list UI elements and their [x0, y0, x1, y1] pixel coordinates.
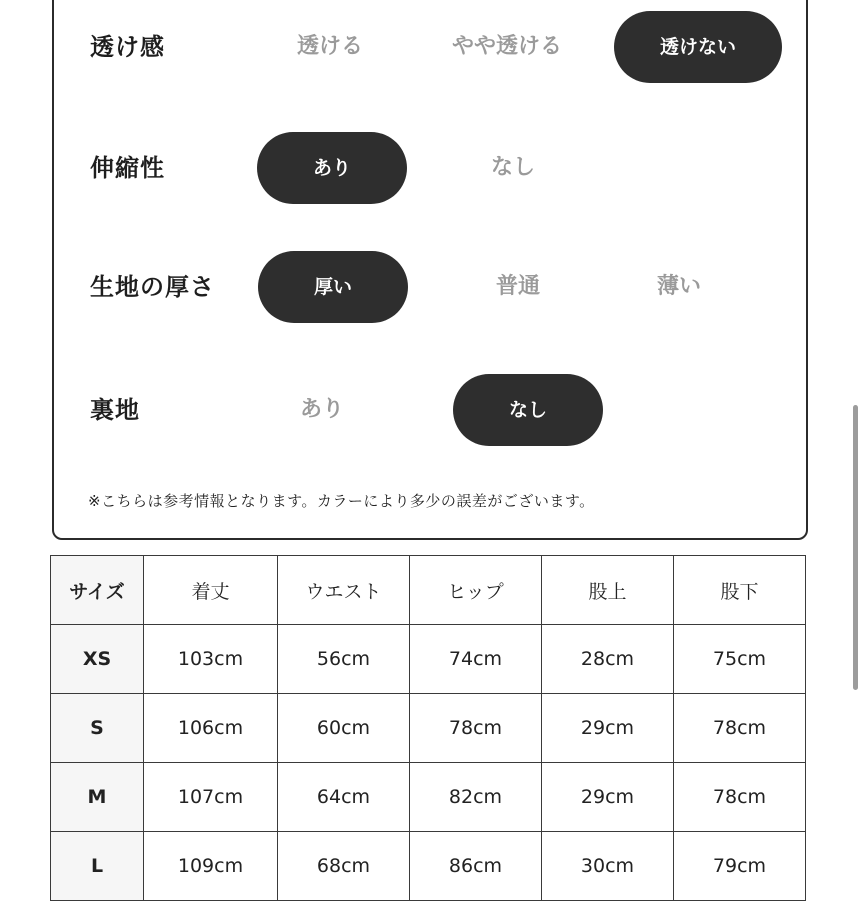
size-cell: S: [51, 694, 144, 763]
table-cell: 106cm: [144, 694, 278, 763]
table-cell: 29cm: [542, 763, 674, 832]
table-cell: 86cm: [410, 832, 542, 901]
table-cell: 75cm: [674, 625, 806, 694]
header-rise: 股上: [542, 556, 674, 625]
table-cell: 28cm: [542, 625, 674, 694]
header-waist: ウエスト: [278, 556, 410, 625]
table-cell: 60cm: [278, 694, 410, 763]
size-cell: M: [51, 763, 144, 832]
header-inseam: 股下: [674, 556, 806, 625]
option-normal: 普通: [495, 274, 540, 299]
property-label: 生地の厚さ: [90, 273, 215, 301]
option-stretch-no: なし: [490, 155, 535, 180]
table-cell: 79cm: [674, 832, 806, 901]
table-cell: 107cm: [144, 763, 278, 832]
table-cell: 30cm: [542, 832, 674, 901]
option-stretch-yes-selected: あり: [257, 132, 407, 204]
header-hip: ヒップ: [410, 556, 542, 625]
option-lining-yes: あり: [299, 397, 344, 422]
option-lining-no-selected: なし: [453, 374, 603, 446]
property-row-thickness: [0, 250, 864, 324]
size-cell: XS: [51, 625, 144, 694]
table-cell: 103cm: [144, 625, 278, 694]
property-row-stretch: [0, 131, 864, 205]
size-table: [50, 555, 806, 901]
table-cell: 78cm: [410, 694, 542, 763]
table-row: [51, 832, 806, 901]
option-thick-selected: 厚い: [258, 251, 408, 323]
scrollbar[interactable]: [853, 405, 858, 690]
table-cell: 68cm: [278, 832, 410, 901]
property-row-lining: [0, 373, 864, 447]
option-transparent: 透ける: [296, 34, 363, 59]
table-cell: 78cm: [674, 694, 806, 763]
table-cell: 109cm: [144, 832, 278, 901]
table-cell: 74cm: [410, 625, 542, 694]
table-cell: 82cm: [410, 763, 542, 832]
table-row: [51, 625, 806, 694]
table-cell: 56cm: [278, 625, 410, 694]
table-cell: 64cm: [278, 763, 410, 832]
option-slightly-transparent: やや透ける: [451, 34, 562, 59]
property-row-transparency: [0, 10, 864, 84]
table-row: [51, 763, 806, 832]
table-row: [51, 694, 806, 763]
header-length: 着丈: [144, 556, 278, 625]
option-thin: 薄い: [656, 274, 701, 299]
disclaimer-note: ※こちらは参考情報となります。カラーにより多少の誤差がございます。: [88, 492, 595, 510]
property-label: 伸縮性: [90, 154, 165, 182]
property-label: 裏地: [90, 396, 140, 424]
header-size: サイズ: [51, 556, 144, 625]
table-cell: 78cm: [674, 763, 806, 832]
property-label: 透け感: [90, 33, 165, 61]
size-cell: L: [51, 832, 144, 901]
table-header-row: [51, 556, 806, 625]
option-not-transparent-selected: 透けない: [614, 11, 782, 83]
table-cell: 29cm: [542, 694, 674, 763]
